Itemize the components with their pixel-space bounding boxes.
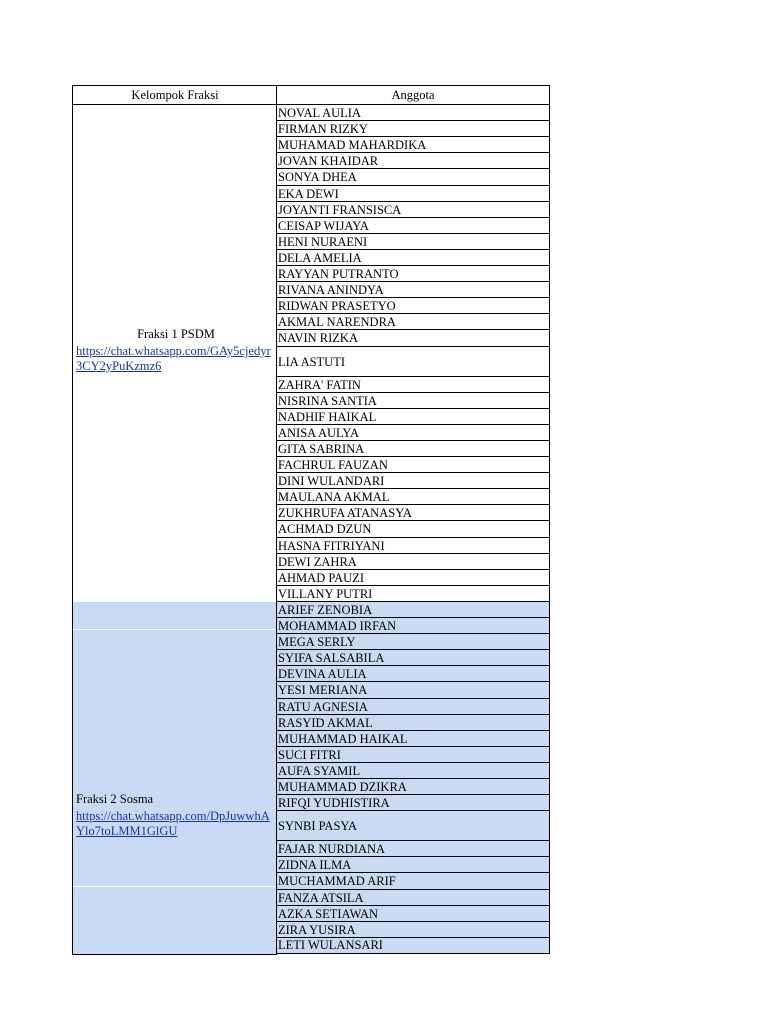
group-cell-fraksi-2 xyxy=(72,602,277,955)
group-link-fraksi-1[interactable]: https://chat.whatsapp.com/GAy5cjedyr3CY2yPuKzmz6 xyxy=(76,344,271,373)
member-row: JOYANTI FRANSISCA xyxy=(276,201,550,218)
member-row: DELA AMELIA xyxy=(276,249,550,266)
header-anggota: Anggota xyxy=(276,85,550,105)
member-row: RATU AGNESIA xyxy=(276,698,550,715)
header-kelompok-fraksi: Kelompok Fraksi xyxy=(72,85,277,105)
member-row: RAYYAN PUTRANTO xyxy=(276,265,550,282)
member-row: NAVIN RIZKA xyxy=(276,329,550,346)
member-row: MEGA SERLY xyxy=(276,633,550,650)
member-row: ZIDNA ILMA xyxy=(276,856,550,873)
member-row: EKA DEWI xyxy=(276,185,550,202)
member-row: FAJAR NURDIANA xyxy=(276,840,550,857)
cell-separator xyxy=(73,886,277,887)
member-row: ANISA AULYA xyxy=(276,424,550,441)
member-table xyxy=(72,85,550,955)
member-row: CEISAP WIJAYA xyxy=(276,217,550,234)
member-row: YESI MERIANA xyxy=(276,681,550,698)
member-row: HASNA FITRIYANI xyxy=(276,537,550,554)
member-row: MUCHAMMAD ARIF xyxy=(276,872,550,889)
member-row: MUHAMMAD DZIKRA xyxy=(276,778,550,795)
member-row: FIRMAN RIZKY xyxy=(276,120,550,137)
member-row: VILLANY PUTRI xyxy=(276,585,550,602)
member-row: ZAHRA' FATIN xyxy=(276,376,550,393)
member-row: GITA SABRINA xyxy=(276,440,550,457)
member-row: DEWI ZAHRA xyxy=(276,553,550,570)
member-row: RIFQI YUDHISTIRA xyxy=(276,794,550,811)
member-row: LIA ASTUTI xyxy=(276,346,550,377)
member-row: MUHAMMAD HAIKAL xyxy=(276,730,550,747)
group-title-fraksi-2: Fraksi 2 Sosma xyxy=(76,792,154,806)
member-row: RIVANA ANINDYA xyxy=(276,281,550,298)
member-row: AHMAD PAUZI xyxy=(276,569,550,586)
member-row: LETI WULANSARI xyxy=(276,937,550,954)
member-row: NOVAL AULIA xyxy=(276,104,550,121)
cell-separator xyxy=(73,629,277,630)
member-row: MOHAMMAD IRFAN xyxy=(276,617,550,634)
member-row: ZUKHRUFA ATANASYA xyxy=(276,504,550,521)
member-row: RASYID AKMAL xyxy=(276,714,550,731)
member-row: HENI NURAENI xyxy=(276,233,550,250)
member-row: ZIRA YUSIRA xyxy=(276,921,550,938)
member-row: SYIFA SALSABILA xyxy=(276,649,550,666)
member-row: SYNBI PASYA xyxy=(276,810,550,841)
member-row: JOVAN KHAIDAR xyxy=(276,152,550,169)
member-row: FACHRUL FAUZAN xyxy=(276,456,550,473)
member-row: SONYA DHEA xyxy=(276,168,550,185)
member-row: AKMAL NARENDRA xyxy=(276,313,550,330)
member-row: FANZA ATSILA xyxy=(276,889,550,906)
member-row: MUHAMAD MAHARDIKA xyxy=(276,136,550,153)
member-row: AUFA SYAMIL xyxy=(276,762,550,779)
member-row: ACHMAD DZUN xyxy=(276,520,550,537)
member-row: MAULANA AKMAL xyxy=(276,488,550,505)
member-row: RIDWAN PRASETYO xyxy=(276,297,550,314)
member-row: NADHIF HAIKAL xyxy=(276,408,550,425)
member-row: DINI WULANDARI xyxy=(276,472,550,489)
member-row: NISRINA SANTIA xyxy=(276,392,550,409)
group-cell-fraksi-1 xyxy=(72,104,277,602)
member-row: SUCI FITRI xyxy=(276,746,550,763)
group-title-fraksi-1: Fraksi 1 PSDM xyxy=(137,327,215,341)
group-link-fraksi-2[interactable]: https://chat.whatsapp.com/DpJuwwhAYlo7toLMM1GlGU xyxy=(76,809,270,838)
member-row: DEVINA AULIA xyxy=(276,665,550,682)
member-row: AZKA SETIAWAN xyxy=(276,905,550,922)
member-row: ARIEF ZENOBIA xyxy=(276,601,550,618)
